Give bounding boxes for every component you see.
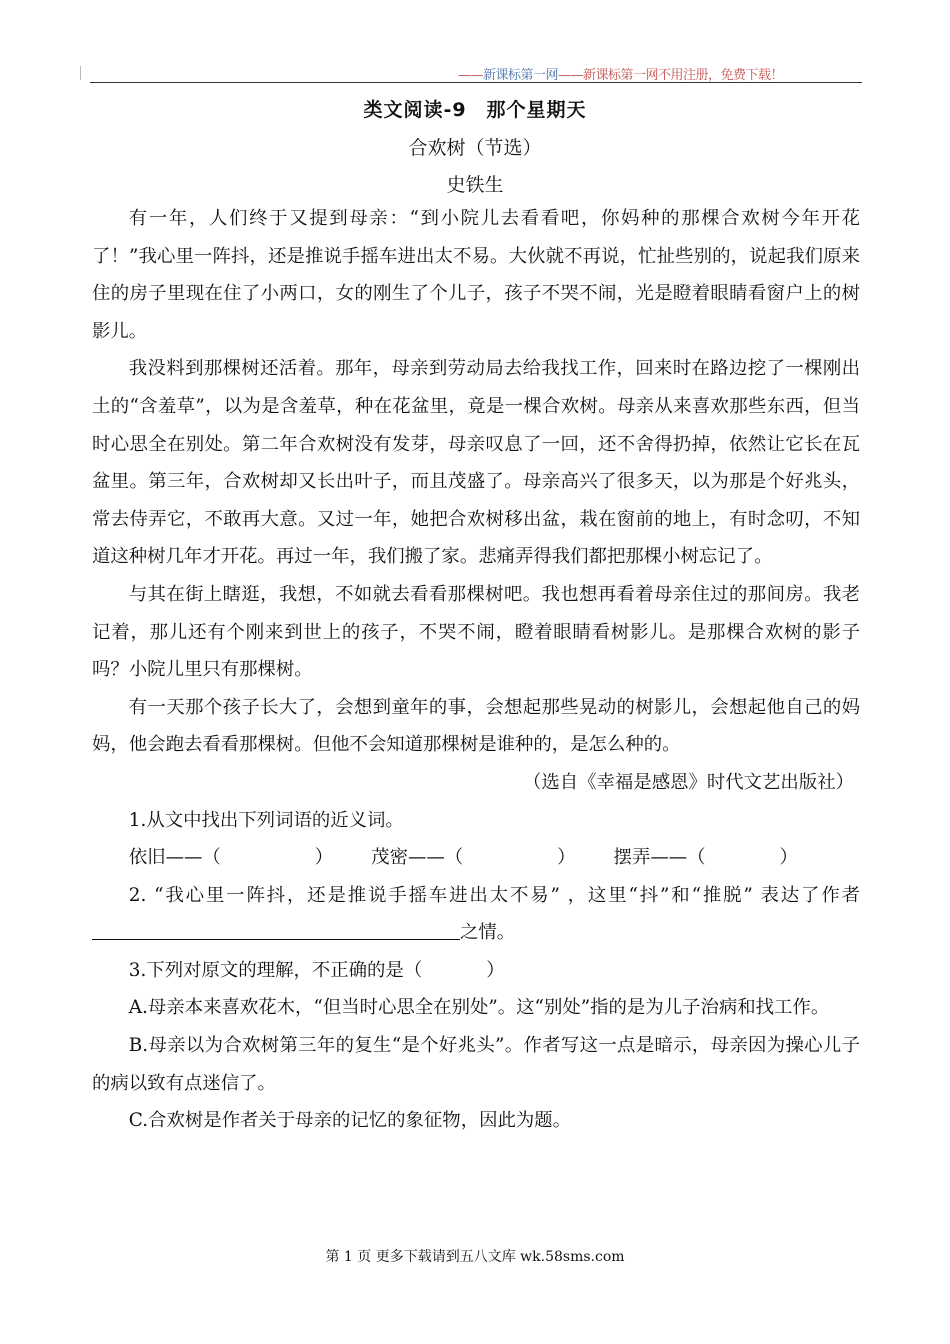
article-subtitle: 合欢树（节选） [408, 137, 542, 159]
q1-item-2-open: 茂密——（ [371, 847, 464, 869]
option-b: B.母亲以为合欢树第三年的复生“是个好兆头”。作者写这一点是暗示，母亲因为操心儿子的病以致有点迷信了。 [92, 1035, 860, 1094]
q1-item-3-close: ） [779, 847, 798, 869]
question-1: 1.从文中找出下列词语的近义词。 [128, 809, 404, 831]
option-a: A.母亲本来喜欢花木，“但当时心思全在别处”。这“别处”指的是为儿子治病和找工作。 [128, 997, 830, 1019]
header-rule [90, 82, 862, 83]
page-footer: 第 1 页 更多下载请到五八文库 wk.58sms.com [325, 1249, 625, 1265]
q1-item-3-open: 摆弄——（ [613, 847, 706, 869]
paragraph-2: 我没料到那棵树还活着。那年，母亲到劳动局去给我找工作，回来时在路边挖了一棵刚出土的“含羞草”，以为是含羞草，种在花盆里，竟是一棵合欢树。母亲从来喜欢那些东西，但当时心思全在别处。第二年合欢树没有发芽，母亲叹息了一回，还不舍得扔掉，依然让它长在瓦盆里。第三年，合欢树却又长出叶子，而且茂盛了。母亲高兴了很多天，以为那是个好兆头，常去侍弄它，不敢再大意。又过一年，她把合欢树移出盆，栽在窗前的地上，有时念叨，不知道这种树几年才开花。再过一年，我们搬了家。悲痛弄得我们都把那棵小树忘记了。 [92, 358, 860, 568]
option-c: C.合欢树是作者关于母亲的记忆的象征物，因此为题。 [128, 1110, 572, 1132]
q1-item-2-close: ） [557, 847, 576, 869]
paragraph-1: 有一年，人们终于又提到母亲：“到小院儿去看看吧，你妈种的那棵合欢树今年开花了！”我心里一阵抖，还是推说手摇车进出太不易。大伙就不再说，忙扯些别的，说起我们原来住的房子里现在住了小两口，女的刚生了个儿子，孩子不哭不闹，光是瞪着眼睛看窗户上的树影儿。 [92, 208, 860, 342]
article-author: 史铁生 [446, 174, 504, 196]
question-1-answer-row [92, 839, 860, 877]
document-body [92, 200, 860, 1140]
header-link-2[interactable]: 新课标第一网不用注册，免费下载！ [583, 68, 784, 82]
q2-answer-blank[interactable] [92, 917, 460, 940]
q1-item-1-open: 依旧——（ [128, 847, 221, 869]
source-note: （选自《幸福是感恩》时代文艺出版社） [522, 771, 854, 793]
header-link-1[interactable]: 新课标第一网 [483, 68, 559, 82]
question-3 [92, 952, 860, 990]
question-2 [92, 877, 860, 952]
paragraph-3: 与其在街上瞎逛，我想，不如就去看看那棵树吧。我也想再看着母亲住过的那间房。我老记着，那儿还有个刚来到世上的孩子，不哭不闹，瞪着眼睛看树影儿。是那棵合欢树的影子吗？小院儿里只有那棵树。 [92, 583, 860, 681]
page-title: 类文阅读-9 那个星期天 [363, 99, 587, 121]
paragraph-4: 有一天那个孩子长大了，会想到童年的事，会想起那些晃动的树影儿，会想起他自己的妈妈，他会跑去看看那棵树。但他不会知道那棵树是谁种的，是怎么种的。 [92, 696, 860, 756]
question-2-text: 2. “我心里一阵抖，还是推说手摇车进出太不易” ，这里“抖”和“推脱” 表达了作者 [128, 884, 860, 906]
question-2-end: 之情。 [460, 922, 516, 944]
question-3-end: ） [486, 959, 505, 981]
header-site-links: ——新课标第一网——新课标第一网不用注册，免费下载！ [458, 68, 784, 82]
header-margin-mark [80, 66, 81, 80]
question-3-text: 3.下列对原文的理解，不正确的是（ [128, 959, 423, 981]
q1-item-1-close: ） [314, 847, 334, 869]
